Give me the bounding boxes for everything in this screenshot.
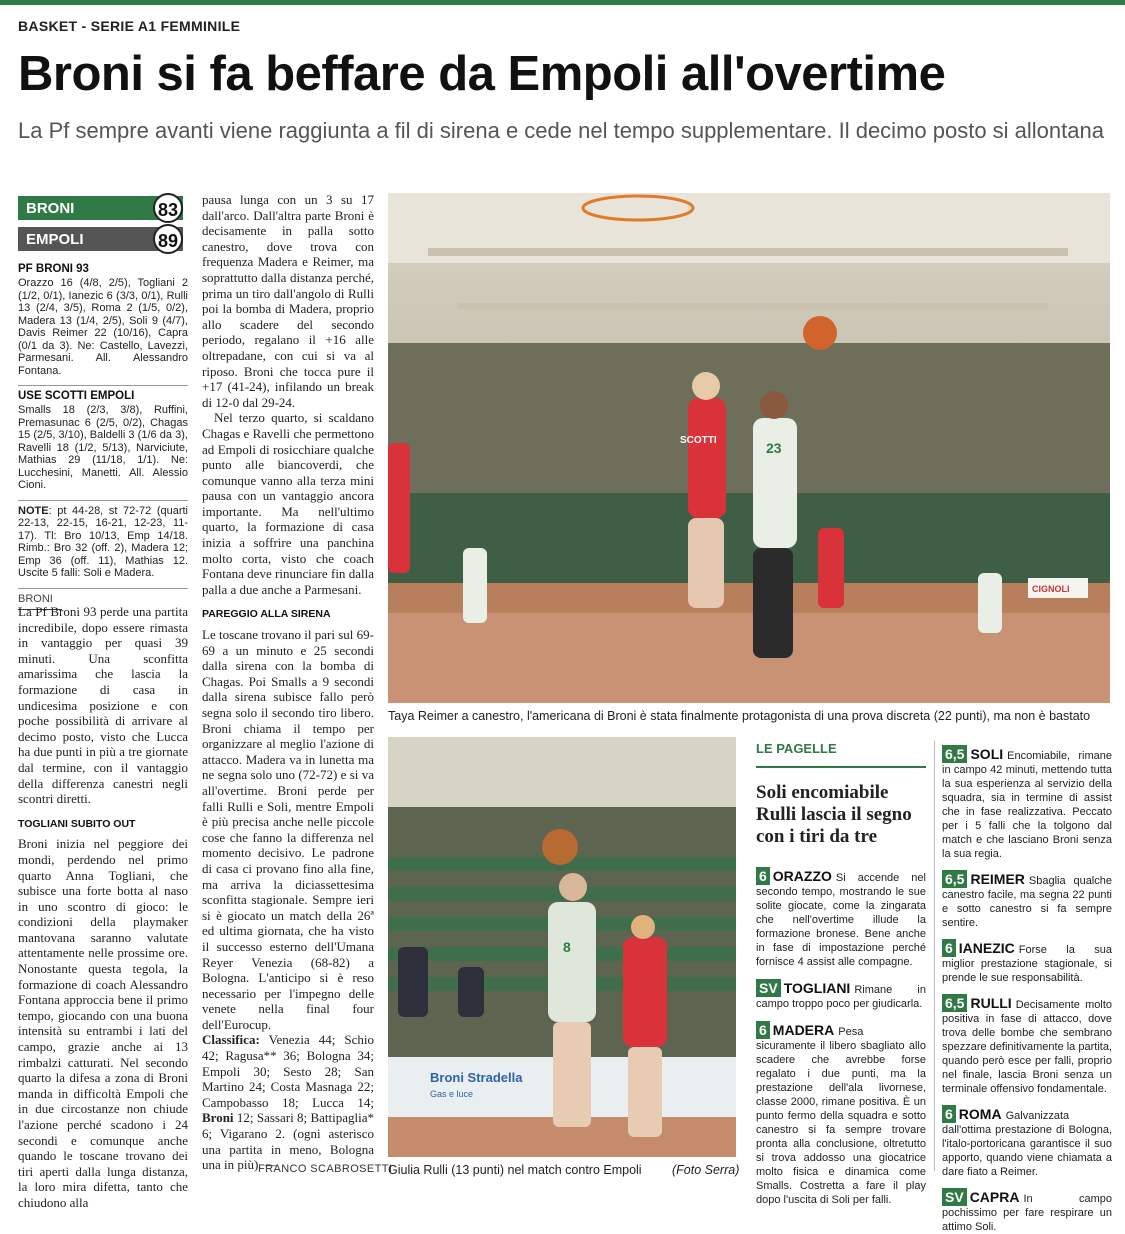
score-home-points: 83 bbox=[153, 193, 183, 223]
grade-vote: 6 bbox=[756, 867, 770, 885]
author-byline: FRANCO SCABROSETTI bbox=[258, 1163, 393, 1175]
classifica-label: Classifica: bbox=[202, 1032, 260, 1048]
pagelle-headline: Soli encomiabile Rulli lascia il segno con i tiri da tre bbox=[756, 782, 912, 847]
grade-item bbox=[942, 1188, 1112, 1234]
grade-player: ROMA bbox=[958, 1106, 1002, 1122]
top-accent-bar bbox=[0, 0, 1125, 5]
dateline: BRONI bbox=[18, 592, 53, 605]
divider bbox=[18, 385, 188, 386]
article-column-1 bbox=[18, 604, 188, 1211]
top-photo-caption: Taya Reimer a canestro, l'americana di Broni è stata finalmente protagonista di una prova discreta (22 punti), ma non è bastato bbox=[388, 709, 1091, 723]
section-kicker: BASKET - SERIE A1 FEMMINILE bbox=[18, 18, 241, 34]
pagelle-right-list bbox=[942, 745, 1112, 1234]
grade-player: IANEZIC bbox=[958, 940, 1015, 956]
article-paragraph: Le toscane trovano il pari sul 69-69 a un minuto e 25 secondi dalla sirena con la bomba di Chagas. Poi Smalls a 9 secondi dalla sirena subisce fallo però segna solo il secondo tiro libero. Broni chiama il tempo per organizzare al meglio l'azione di attacco. Madera va in lunetta ma ne segna solo uno (72-72) e si va all'overtime. Broni perde per falli Rulli e Soli, mentre Empoli è più precisa anche nelle piccole cose che fanno la differenza nel momento decisivo. Le padrone di casa ci provano fino alla fine, ma arriva la diciassettesima sconfitta stagionale. Sempre ieri si è giocato un match della 26ª ed ultima giornata, che ha visto il successo esterno dell'Umana Reyer Venezia (68-82) a Bologna. L'anticipo si è reso necessario per l'impegno delle venete nella final four dell'Eurocup. bbox=[202, 627, 374, 1032]
grade-text: Rimane in campo troppo poco per giudicarla. bbox=[756, 984, 926, 1010]
grade-item bbox=[942, 1105, 1112, 1179]
grade-item bbox=[756, 867, 926, 969]
grade-vote: 6,5 bbox=[942, 994, 967, 1012]
jersey-sponsor: SCOTTI bbox=[680, 435, 717, 446]
article-paragraph: pausa lunga con un 3 su 17 dall'arco. Dall'altra parte Broni è decisamente in palla sotto canestro, dove trova con frequenza Madera e Reimer, ma soprattutto dalla distanza perché, prima un tiro dall'angolo di Rulli poi la bomba di Madera, proprio allo scadere del secondo periodo, regalano il +16 alle oltrepadane, con cui si va al riposo. Broni che tocca pure il +17 (41-24), infilando un break di 12-0 dal 29-24. bbox=[202, 192, 374, 410]
stats-away-text: Smalls 18 (2/3, 3/8), Ruffini, Premasunac 6 (2/5, 0/2), Chagas 15 (2/5, 3/10), Baldelli 3 (1/6 da 3), Ravelli 18 (1/2, 5/13), Narviciute, Mathias 29 (11/18, 1/1). Ne: Lucchesini, Manetti. All. Alessio Cioni. bbox=[18, 404, 188, 491]
notes-text: : pt 44-28, st 72-72 (quarti 22-13, 22-15, 16-21, 12-23, 11-17). Tl: Bro 10/13, Emp 14/18. Rimb.: Bro 32 (off. 2), Madera 12; Emp 36 (off. 11), Mathias 12. Uscite 5 falli: Soli e Madera. bbox=[18, 504, 188, 579]
score-away bbox=[18, 227, 183, 251]
grade-player: CAPRA bbox=[969, 1189, 1020, 1205]
pagelle-rule bbox=[756, 766, 926, 768]
grade-player: REIMER bbox=[970, 871, 1025, 887]
grade-player: ORAZZO bbox=[772, 868, 832, 884]
grade-item bbox=[942, 870, 1112, 930]
grade-text: Forse la sua miglior prestazione stagionale, si prende le sue responsabilità. bbox=[942, 944, 1112, 984]
grade-player: MADERA bbox=[772, 1022, 835, 1038]
photo-credit: (Foto Serra) bbox=[672, 1163, 740, 1177]
article-column-2 bbox=[202, 192, 374, 1173]
grade-vote: 6 bbox=[942, 1105, 956, 1123]
grade-vote: 6 bbox=[942, 939, 956, 957]
grade-item bbox=[756, 979, 926, 1011]
banner-text: Broni Stradella bbox=[430, 1070, 523, 1085]
stats-block bbox=[18, 263, 188, 610]
article-paragraph: Broni inizia nel peggiore dei mondi, perdendo nel primo quarto Anna Togliani, che subisce una forte botta al naso in uno scontro di gioco: le condizioni della playmaker mantovana saranno valutate attentamente nelle prossime ore. Nonostante questa tegola, la formazione di coach Alessandro Fontana approccia bene il primo tempo, giocando con una buona intensità su entrambi i lati del campo, grazie anche ai 13 rimbalzi catturati. Nel secondo quarto la difesa a zona di Broni manda in difficoltà Empoli che in due circostanze non chiude l'azione perché scadono i 24 secondi e comunque anche quando le toscane trovano dei tiri aperti dalla lunga distanza, la loro mira difetta, tanto che chiudono alla bbox=[18, 836, 188, 1210]
pagelle-header bbox=[756, 741, 926, 848]
classifica bbox=[202, 1032, 374, 1172]
article-subtitle: TOGLIANI SUBITO OUT bbox=[18, 817, 136, 830]
grade-item bbox=[756, 1021, 926, 1207]
article-paragraph: La Pf Broni 93 perde una partita incredibile, dopo essere rimasta in vantaggio per quasi 39 minuti. Una sconfitta amarissima che lascia la formazione di casa in undicesima posizione e con poche possibilità di arrivare al decimo posto, visto che Lucca ha due punti in più a tre giornate dal termine, con il vantaggio della differenza canestri negli scontri diretti. bbox=[18, 604, 188, 807]
article-paragraph: Nel terzo quarto, si scaldano Chagas e Ravelli che permettono ad Empoli di rosicchiare qualche punto alle biancoverdi, che comunque vanno alla terza mini pausa con un vantaggio ancora importante. Ma nell'ultimo quarto, la formazione di casa inizia a soffrire una panchina molto corta, visto che coach Fontana deve rinunciare fin dalla palla a due anche a Parmesani. bbox=[202, 410, 374, 597]
grade-text: In campo pochissimo per fare respirare un attimo Soli. bbox=[942, 1193, 1112, 1233]
score-home-team: BRONI bbox=[26, 200, 75, 217]
banner-sub: Gas e luce bbox=[430, 1089, 474, 1099]
divider bbox=[18, 588, 188, 589]
player-number: 8 bbox=[563, 939, 571, 955]
score-home bbox=[18, 196, 183, 220]
stats-away-title: USE SCOTTI EMPOLI bbox=[18, 390, 135, 402]
grade-vote: 6,5 bbox=[942, 745, 967, 763]
classifica-text-2: 12; Sassari 8; Battipaglia* 6; Vigarano 2. (ogni asterisco una partita in meno, Bologna una in più). — bbox=[202, 1110, 374, 1173]
grade-text: Pesa sicuramente il libero sbagliato allo scadere che avrebbe forse regalato i due punti, ma la prestazione dell'ala livornese, classe 2000, rimane positiva. È un punto fermo della squadra e sotto canestro si fa sempre trovare pronta alla conclusione, oltretutto si trova addosso una giocatrice molto fisica e dinamica come Smalls. Costretta a fare il play dopo l'uscita di Soli per falli. bbox=[756, 1026, 926, 1206]
photo-reimer-illustration bbox=[388, 193, 1110, 703]
grade-vote: SV bbox=[942, 1188, 967, 1206]
grade-player: RULLI bbox=[970, 995, 1012, 1011]
stats-notes bbox=[18, 505, 188, 580]
score-away-points: 89 bbox=[153, 224, 183, 254]
grade-vote: 6,5 bbox=[942, 870, 967, 888]
classifica-text: Venezia 44; Schio 42; Ragusa** 36; Bologna 34; Empoli 30; Sesto 28; San Martino 24; Costa Masnaga 22; Campobasso 18; Lucca 14; bbox=[202, 1032, 374, 1110]
score-away-team: EMPOLI bbox=[26, 231, 84, 248]
column-divider bbox=[934, 741, 935, 1171]
stats-home-title: PF BRONI 93 bbox=[18, 263, 89, 275]
grade-text: Sbaglia qualche canestro facile, ma segna 22 punti e sotto canestro si fa sempre sentire. bbox=[942, 875, 1112, 929]
grade-text: Galvanizzata dall'ottima prestazione di Bologna, l'italo-portoricana garantisce il suo apporto, quando viene chiamata a dare fiato a Reimer. bbox=[942, 1110, 1112, 1178]
jersey-number: 23 bbox=[766, 440, 782, 456]
grade-player: SOLI bbox=[970, 746, 1004, 762]
notes-label: NOTE bbox=[18, 504, 49, 517]
pagelle-left-list bbox=[756, 867, 926, 1207]
grade-item bbox=[942, 939, 1112, 985]
photo-reimer bbox=[388, 193, 1110, 703]
stats-home-text: Orazzo 16 (4/8, 2/5), Togliani 2 (1/2, 0/1), Ianezic 6 (3/3, 0/1), Rulli 13 (2/4, 3/5), Roma 2 (1/5, 0/2), Madera 13 (1/4, 2/5), Soli 9 (4/7), Davis Reimer 22 (10/16), Capra (0/1 da 3). Ne: Castello, Lavezzi, Parmesani. All. Alessandro Fontana. bbox=[18, 277, 188, 377]
article-subtitle: PAREGGIO ALLA SIRENA bbox=[202, 608, 331, 621]
photo-rulli bbox=[388, 737, 736, 1157]
grade-item bbox=[942, 745, 1112, 861]
headline: Broni si fa beffare da Empoli all'overtime bbox=[18, 47, 946, 101]
grade-item bbox=[942, 994, 1112, 1096]
grade-text: Si accende nel secondo tempo, mostrando le sue solite giocate, come la zingarata che nell'overtime illude la formazione bronese. Bene anche in fase di impostazione perché fornisce 4 assist alle compagne. bbox=[756, 872, 926, 968]
bottom-photo-caption: Giulia Rulli (13 punti) nel match contro Empoli bbox=[388, 1163, 642, 1177]
grade-text: Encomiabile, rimane in campo 42 minuti, mettendo tutta la sua esperienza al servizio della squadra, sia in termine di assist che in fase realizzativa. Peccato per i 5 falli che la tolgono dal match e che lasciano Broni senza la sua regia. bbox=[942, 750, 1112, 860]
grade-text: Decisamente molto positiva in fase di attacco, dove trova delle bombe che sembrano spezzare definitivamente la partita, quando però esce per falli, proprio nel finale, lascia Broni senza un terminale offensivo fondamentale. bbox=[942, 999, 1112, 1095]
subheadline: La Pf sempre avanti viene raggiunta a fil di sirena e cede nel tempo supplementare. Il decimo posto si allontana bbox=[18, 118, 1104, 143]
pagelle-label: LE PAGELLE bbox=[756, 741, 837, 756]
sign-cignoli: CIGNOLI bbox=[1032, 584, 1070, 594]
grade-vote: 6 bbox=[756, 1021, 770, 1039]
grade-vote: SV bbox=[756, 979, 781, 997]
divider bbox=[18, 500, 188, 501]
classifica-broni: Broni bbox=[202, 1110, 234, 1126]
grade-player: TOGLIANI bbox=[783, 980, 851, 996]
photo-rulli-illustration bbox=[388, 737, 736, 1157]
